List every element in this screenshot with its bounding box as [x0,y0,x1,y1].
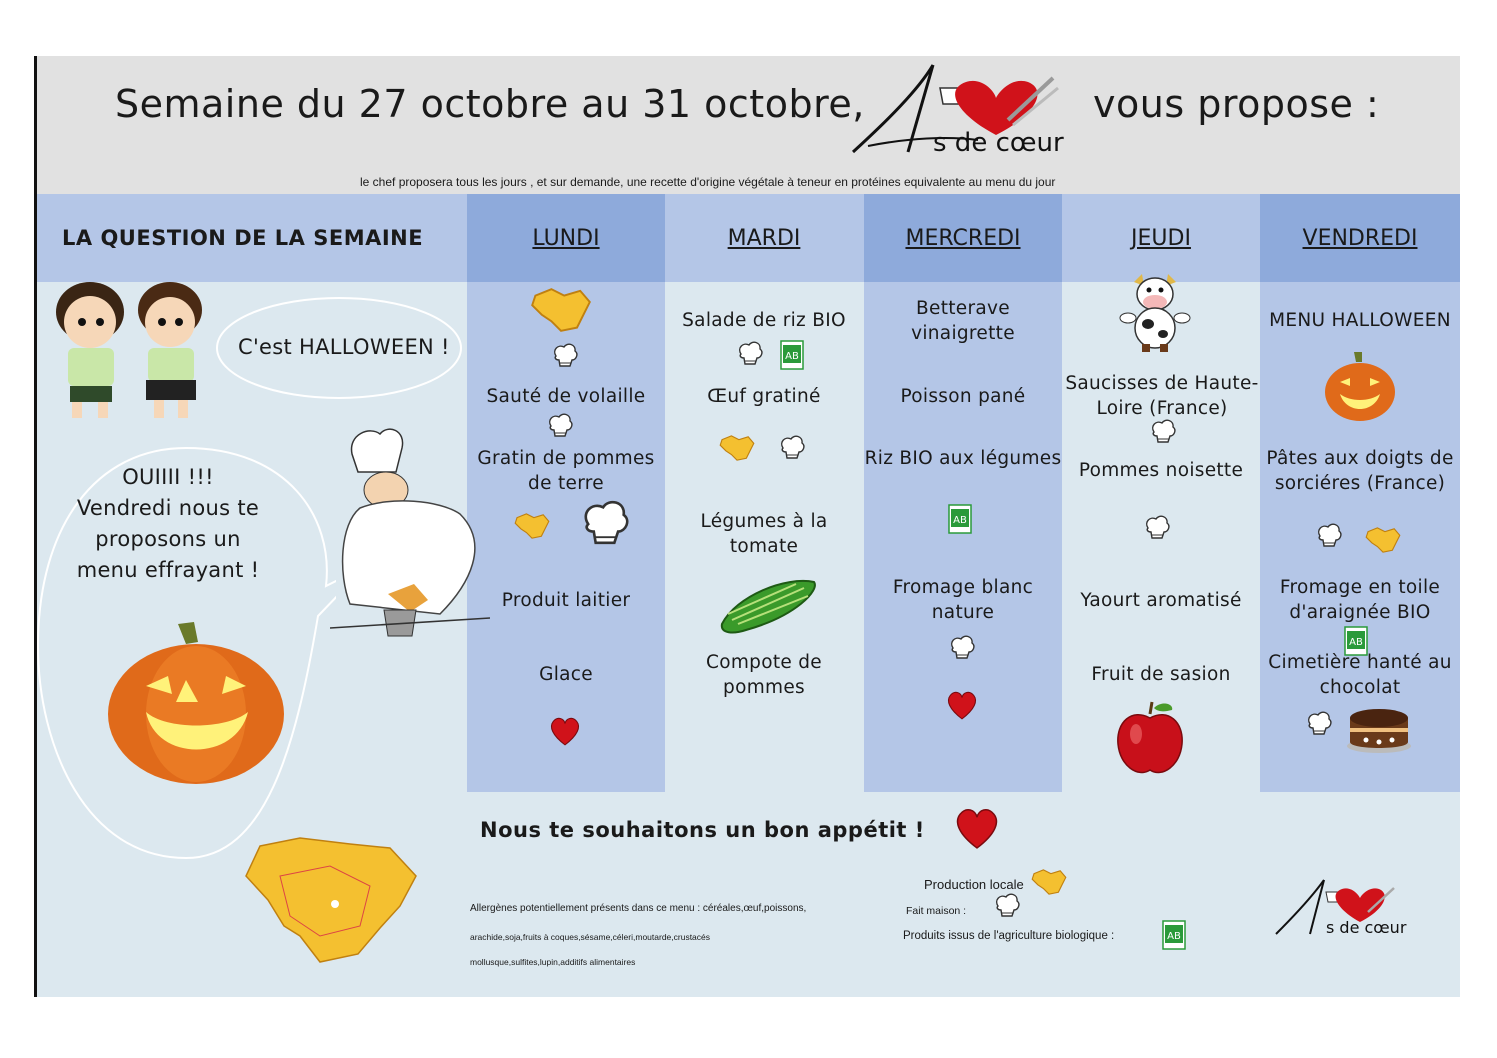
dish-jeudi-2: Pommes noisette [1078,460,1244,481]
cake-icon [1346,704,1412,754]
dish-lundi-4: Glace [539,664,593,685]
chef-note: le chef proposera tous les jours , et sur demande, une recette d'origine végétale à teneur en protéines equivalente au menu du jour [360,175,1056,189]
dish-mardi-3: Légumes à la tomate [700,511,828,557]
apple-icon [1116,700,1184,776]
toque-icon [735,340,765,370]
dish-vendredi-2: Pâtes aux doigts de sorciéres (France) [1266,448,1454,494]
dish-jeudi-4: Fruit de sasion [1091,664,1231,685]
toque-icon [1148,418,1178,448]
chef-bubble-line-1: OUIIII !!! [122,465,214,489]
dish-lundi-2: Gratin de pommes de terre [477,448,655,494]
day-header-vendredi: VENDREDI [1302,226,1418,251]
chef-bubble-line-4: menu effrayant ! [76,558,260,582]
dish-lundi-1: Sauté de volaille [486,386,646,407]
logo-icon [1272,876,1412,948]
logo-text: s de cœur [933,128,1064,158]
heart-icon [549,716,581,746]
day-header-lundi: LUNDI [532,226,600,251]
local-production-icon [528,286,594,334]
dish-mercredi-2: Poisson pané [900,386,1026,407]
bon-appetit: Nous te souhaitons un bon appétit ! [480,818,925,842]
logo-text: s de cœur [1326,918,1407,937]
legend-bio-label: Produits issus de l'agriculture biologique : [903,930,1115,942]
bio-label-icon [780,340,804,370]
dish-vendredi-4: Cimetière hanté au chocolat [1268,652,1452,698]
toque-icon [777,434,807,464]
dish-jeudi-1: Saucisses de Haute-Loire (France) [1065,373,1259,419]
dish-jeudi-3: Yaourt aromatisé [1080,590,1242,611]
day-header-mercredi: MERCREDI [905,226,1021,251]
allergens-line-3: mollusque,sulfites,lupin,additifs alimentaires [470,957,636,967]
dish-mercredi-1: Betterave vinaigrette [911,298,1015,344]
page-title-suffix: vous propose : [1093,82,1380,126]
page-title: Semaine du 27 octobre au 31 octobre, [115,82,865,126]
legend-homemade-label: Fait maison : [906,905,967,917]
toque-icon [992,892,1022,922]
local-production-icon [513,512,551,540]
bio-label-icon [1162,920,1186,950]
allergens-line-2: arachide,soja,fruits à coques,sésame,céleri,moutarde,crustacés [470,932,711,942]
chef-bubble-line-2: Vendredi nous te [76,496,260,520]
legend-local-label: Production locale [924,877,1024,892]
toque-icon [947,634,977,664]
pumpkin-icon [106,622,286,786]
toque-icon [1314,522,1344,552]
allergens-line-1: Allergènes potentiellement présents dans ce menu : céréales,œuf,poissons, [470,903,807,914]
map-icon [240,836,420,966]
dish-lundi-3: Produit laitier [501,590,631,611]
day-header-mardi: MARDI [727,226,801,251]
toque-icon [576,498,634,554]
chef-icon [330,424,490,642]
toque-icon [1142,514,1172,544]
bio-label-icon [948,504,972,534]
toque-icon [1304,710,1334,740]
kids-bubble-text: C'est HALLOWEEN ! [238,335,450,359]
question-title: LA QUESTION DE LA SEMAINE [62,226,424,250]
dish-vendredi-1: MENU HALLOWEEN [1269,310,1451,331]
heart-icon [954,806,1000,850]
logo-icon [848,60,1083,180]
cow-icon [1114,272,1196,354]
local-production-icon [718,434,756,462]
local-production-icon [1030,868,1068,896]
day-header-jeudi: JEUDI [1131,226,1191,251]
chef-bubble-text [58,462,278,586]
pumpkin-icon [1324,352,1396,422]
dish-mercredi-4: Fromage blanc nature [892,577,1034,623]
dish-vendredi-3: Fromage en toile d'araignée BIO [1279,577,1441,623]
dish-mercredi-3: Riz BIO aux légumes [864,448,1062,469]
zucchini-icon [716,576,820,634]
toque-icon [550,342,580,372]
dish-mardi-1: Salade de riz BIO [682,310,846,331]
chef-bubble-line-3: proposons un [95,527,241,551]
dish-mardi-4: Compote de pommes [706,652,822,698]
kids-icon [42,280,222,426]
heart-icon [946,690,978,720]
toque-icon [545,412,575,442]
dish-mardi-2: Œuf gratiné [707,386,821,407]
local-production-icon [1364,526,1402,554]
